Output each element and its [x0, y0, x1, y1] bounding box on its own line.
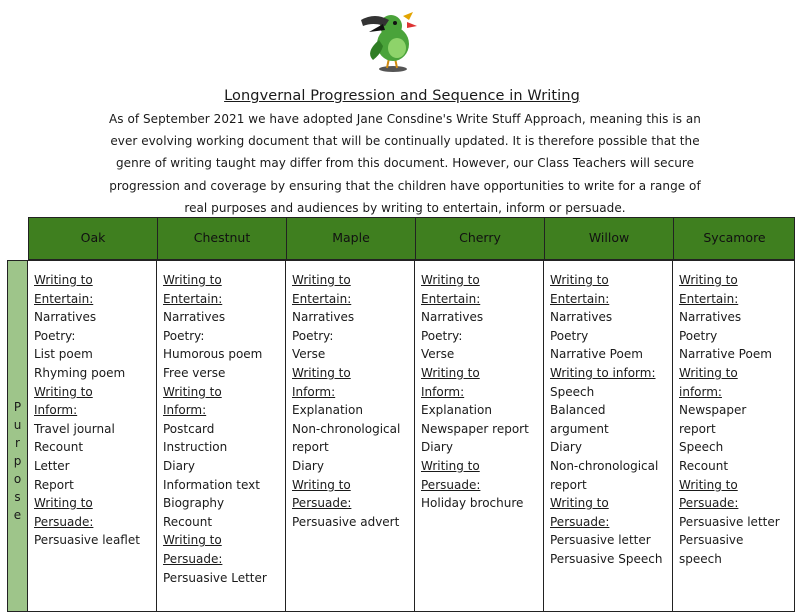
intro-line: As of September 2021 we have adopted Jane Consdine's Write Stuff Approach, meaning this is an — [109, 112, 701, 126]
purpose-heading: Writing to — [34, 496, 93, 511]
genre-item: Humorous poem — [163, 347, 263, 362]
genre-item: Narrative Poem — [550, 347, 643, 362]
purpose-heading: Writing to — [679, 477, 738, 492]
column-sycamore — [673, 261, 794, 611]
column-willow — [544, 261, 673, 611]
genre-item: Narratives — [34, 310, 97, 325]
genre-item: Recount — [34, 440, 84, 455]
purpose-heading: Persuade: — [34, 514, 94, 529]
purpose-heading: Persuade: — [292, 496, 352, 511]
purpose-heading: Entertain: — [163, 291, 223, 306]
purpose-heading: Writing to — [550, 273, 609, 287]
purpose-heading: Writing to — [679, 365, 738, 380]
purpose-heading: Entertain: — [550, 291, 610, 306]
intro-paragraph — [60, 108, 750, 219]
genre-item: report — [292, 440, 329, 455]
header-cherry: Cherry — [416, 218, 545, 259]
genre-item: report — [679, 421, 716, 436]
genre-item: Poetry: — [421, 328, 463, 343]
genre-item: Persuasive advert — [292, 514, 400, 529]
genre-item: Persuasive leaflet — [34, 533, 140, 548]
genre-item: Information text — [163, 477, 260, 492]
purpose-heading: Writing to inform: — [550, 365, 656, 380]
purpose-heading: Persuade: — [550, 514, 610, 529]
purpose-heading: Writing to — [550, 496, 609, 511]
column-cherry — [415, 261, 544, 611]
purpose-heading: Writing to — [163, 384, 222, 399]
genre-item: Free verse — [163, 365, 226, 380]
purpose-heading: Writing to — [292, 477, 351, 492]
genre-item: Persuasive letter — [550, 533, 651, 548]
header-chestnut: Chestnut — [158, 218, 287, 259]
intro-line: genre of writing taught may differ from this document. However, our Class Teachers will secure — [115, 156, 695, 171]
purpose-heading: Entertain: — [292, 291, 352, 306]
genre-item: report — [550, 477, 587, 492]
purpose-heading: inform: — [679, 384, 722, 399]
purpose-heading: Writing to — [34, 273, 93, 287]
genre-item: Newspaper — [679, 403, 747, 418]
genre-item: speech — [679, 551, 722, 566]
genre-item: Verse — [421, 347, 455, 362]
header-willow: Willow — [545, 218, 674, 259]
genre-item: Report — [34, 477, 74, 492]
genre-item: argument — [550, 421, 609, 436]
purpose-heading: Writing to — [163, 533, 222, 548]
page-title: Longvernal Progression and Sequence in Writing — [224, 88, 580, 104]
genre-item: Rhyming poem — [34, 365, 126, 380]
genre-item: Newspaper report — [421, 421, 529, 436]
purpose-heading: Entertain: — [34, 291, 94, 306]
genre-item: Narratives — [679, 310, 742, 325]
class-header-row — [28, 217, 795, 260]
genre-item: Diary — [163, 458, 195, 473]
purpose-heading: Entertain: — [421, 291, 481, 306]
column-chestnut — [157, 261, 286, 611]
genre-item: Recount — [163, 514, 213, 529]
purpose-letter: P — [13, 400, 22, 414]
progression-table — [7, 217, 796, 612]
purpose-heading: Writing to — [34, 384, 93, 399]
intro-line: ever evolving working document that will be continually updated. It is therefore possible that the — [110, 134, 700, 149]
purpose-letter: u — [13, 418, 22, 432]
purpose-heading: Entertain: — [679, 291, 739, 306]
purpose-heading: Writing to — [292, 365, 351, 380]
genre-item: Non-chronological — [550, 458, 659, 473]
genre-item: Postcard — [163, 421, 215, 436]
purpose-heading: Persuade: — [163, 551, 223, 566]
genre-item: Travel journal — [34, 421, 115, 436]
genre-item: Speech — [679, 440, 724, 455]
purpose-heading: Writing to — [679, 273, 738, 287]
column-maple — [286, 261, 415, 611]
genre-item: Narratives — [421, 310, 484, 325]
genre-item: Poetry — [550, 328, 589, 343]
genre-item: Persuasive letter — [679, 514, 780, 529]
purpose-heading: Inform: — [163, 403, 207, 418]
header-sycamore: Sycamore — [703, 230, 766, 245]
genre-item: Narrative Poem — [679, 347, 772, 362]
genre-item: Letter — [34, 458, 70, 473]
genre-item: Biography — [163, 496, 225, 511]
header-oak: Oak — [29, 218, 158, 259]
genre-item: Poetry — [679, 328, 718, 343]
genre-item: List poem — [34, 347, 93, 362]
purpose-heading: Persuade: — [421, 477, 481, 492]
purpose-heading: Inform: — [292, 384, 336, 399]
header-maple: Maple — [287, 218, 416, 259]
intro-line: progression and coverage by ensuring that the children have opportunities to write for a range of — [109, 178, 701, 193]
genre-item: Diary — [550, 440, 582, 455]
purpose-heading: Writing to — [163, 273, 222, 287]
genre-item: Diary — [421, 440, 453, 455]
column-oak — [28, 261, 157, 611]
genre-item: Narratives — [550, 310, 613, 325]
purpose-row — [28, 260, 795, 612]
genre-item: Poetry: — [163, 328, 205, 343]
purpose-letter: r — [15, 436, 20, 450]
genre-item: Diary — [292, 458, 324, 473]
purpose-heading: Writing to — [421, 365, 480, 380]
purpose-label — [7, 260, 28, 612]
genre-item: Persuasive Letter — [163, 570, 267, 585]
genre-item: Explanation — [292, 403, 363, 418]
purpose-heading: Persuade: — [679, 496, 739, 511]
purpose-heading: Writing to — [421, 273, 480, 287]
genre-item: Persuasive Speech — [550, 551, 663, 566]
purpose-letter: o — [13, 472, 22, 486]
purpose-heading: Writing to — [292, 273, 351, 287]
genre-item: Persuasive — [679, 533, 744, 548]
purpose-heading: Inform: — [34, 403, 78, 418]
genre-item: Speech — [550, 384, 595, 399]
purpose-heading: Inform: — [421, 384, 465, 399]
intro-line: real purposes and audiences by writing to entertain, inform or persuade. — [184, 200, 626, 215]
purpose-letter: p — [13, 454, 22, 468]
genre-item: Poetry: — [34, 328, 76, 343]
genre-item: Explanation — [421, 403, 492, 418]
genre-item: Verse — [292, 347, 326, 362]
purpose-letter: s — [14, 490, 21, 504]
green-bird-icon — [355, 8, 425, 74]
purpose-letter: e — [13, 508, 22, 522]
genre-item: Instruction — [163, 440, 228, 455]
genre-item: Balanced — [550, 403, 606, 418]
genre-item: Narratives — [292, 310, 355, 325]
genre-item: Holiday brochure — [421, 496, 524, 511]
purpose-heading: Writing to — [421, 458, 480, 473]
genre-item: Non-chronological — [292, 421, 401, 436]
genre-item: Poetry: — [292, 328, 334, 343]
genre-item: Narratives — [163, 310, 226, 325]
genre-item: Recount — [679, 458, 729, 473]
